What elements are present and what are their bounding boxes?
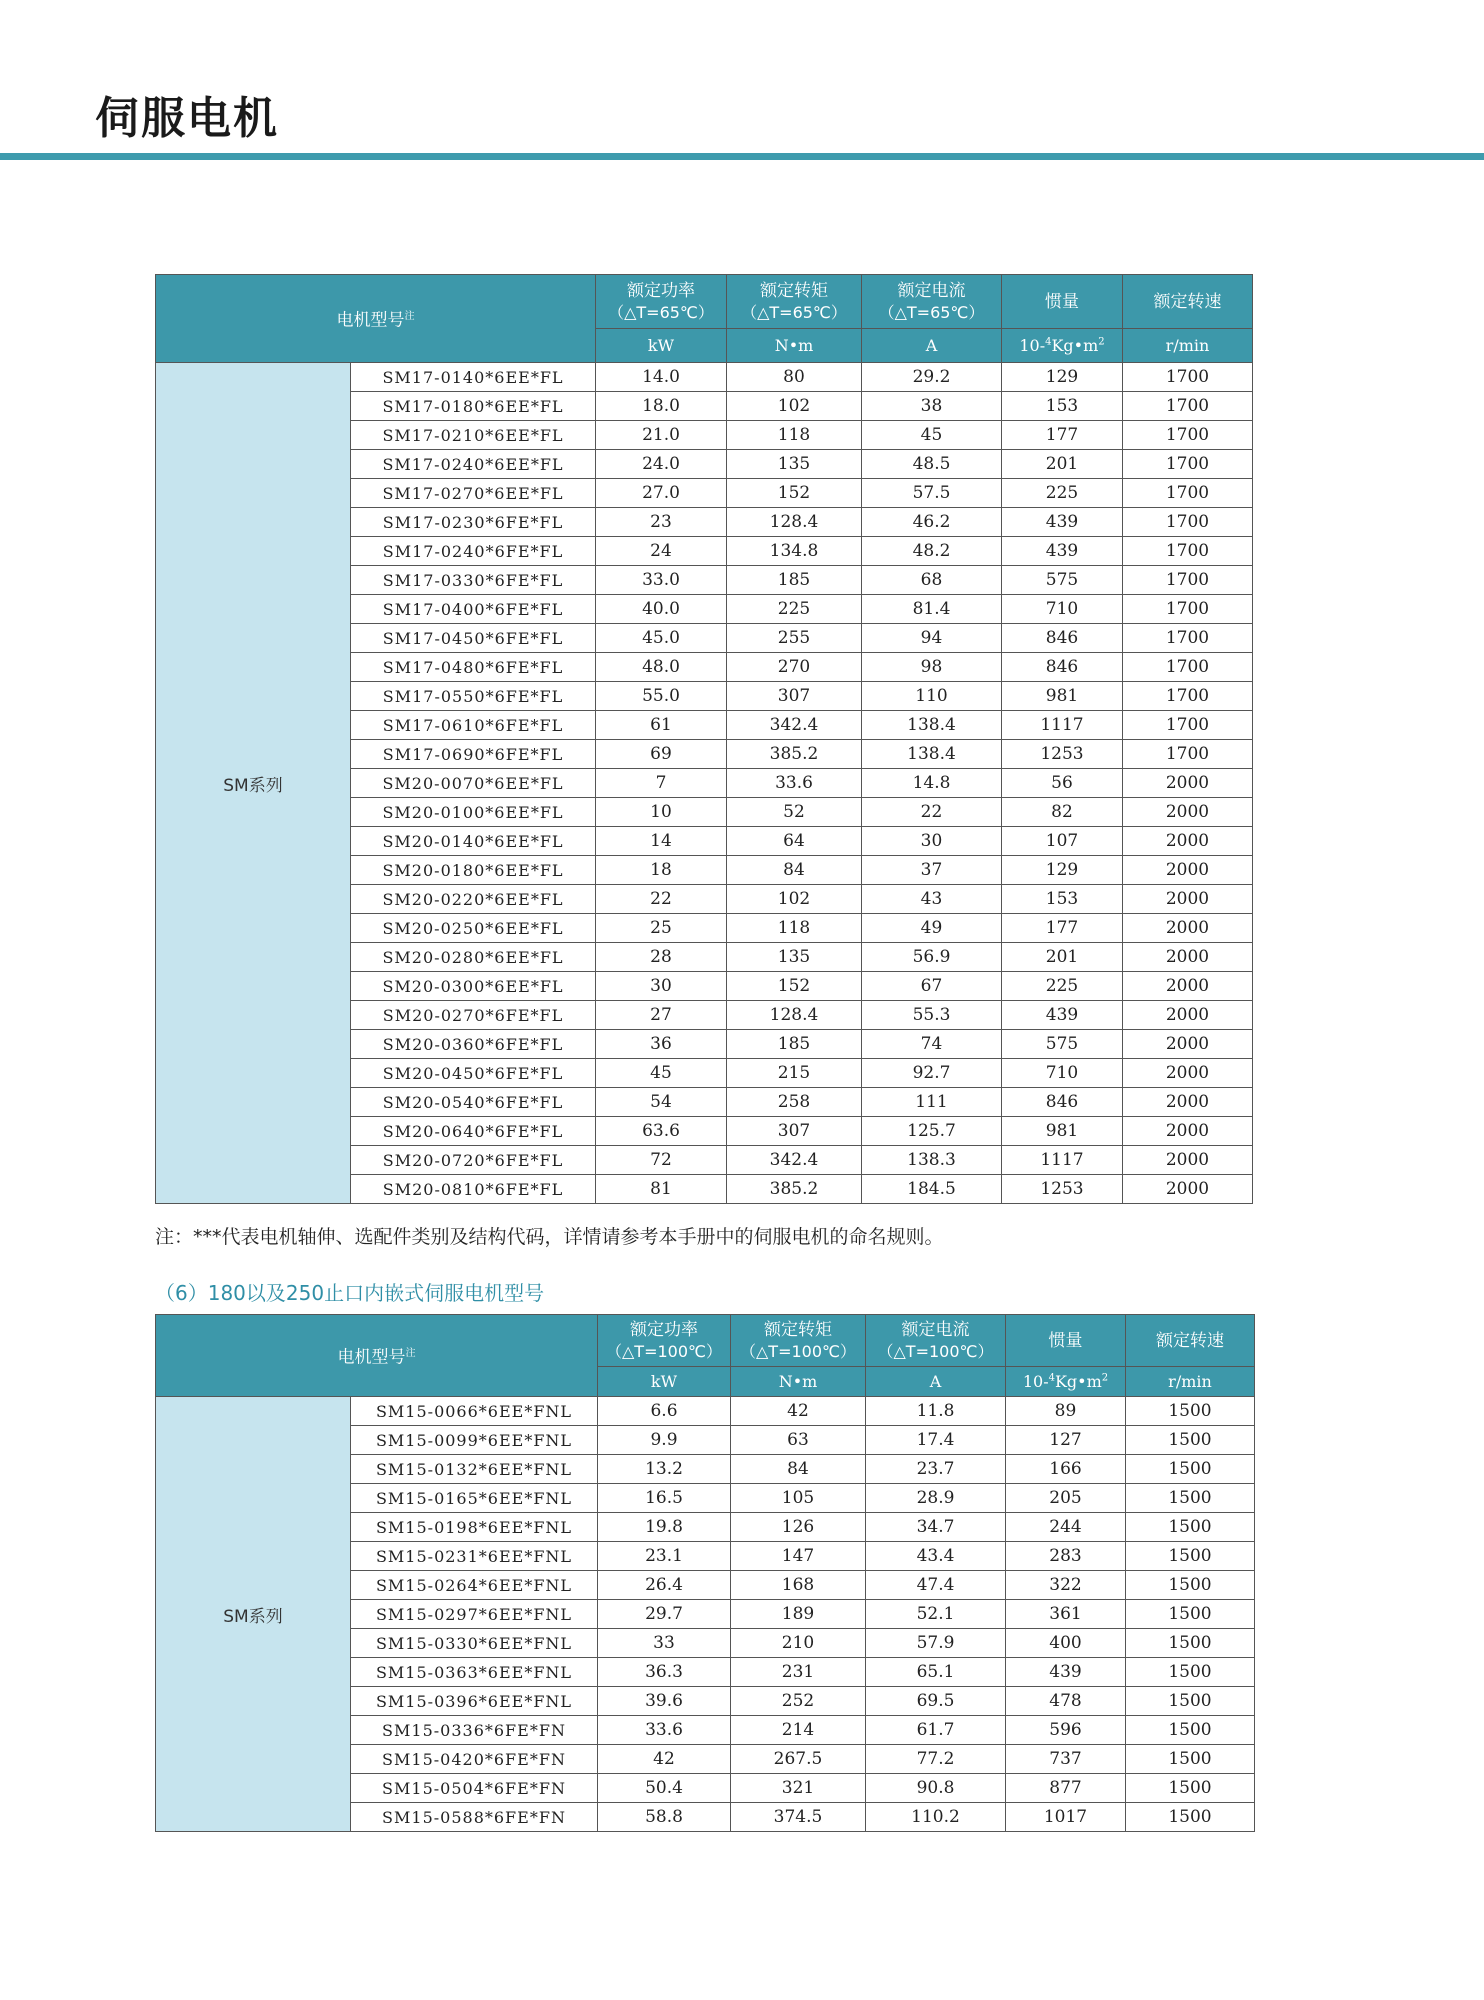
rated-speed-cell: 1700	[1123, 537, 1253, 566]
rated-speed-cell: 1500	[1126, 1600, 1255, 1629]
inertia-cell: 225	[1002, 972, 1123, 1001]
model-cell: SM15-0165*6EE*FNL	[351, 1484, 598, 1513]
unit-current: A	[866, 1367, 1006, 1397]
rated-power-cell: 40.0	[596, 595, 727, 624]
model-cell: SM17-0210*6EE*FL	[351, 421, 596, 450]
rated-current-cell: 74	[862, 1030, 1002, 1059]
rated-current-cell: 67	[862, 972, 1002, 1001]
rated-torque-cell: 231	[731, 1658, 866, 1687]
rated-power-cell: 39.6	[598, 1687, 731, 1716]
model-cell: SM17-0140*6EE*FL	[351, 363, 596, 392]
rated-power-cell: 42	[598, 1745, 731, 1774]
rated-speed-cell: 1700	[1123, 363, 1253, 392]
model-cell: SM20-0300*6EE*FL	[351, 972, 596, 1001]
rated-power-cell: 22	[596, 885, 727, 914]
rated-torque-cell: 105	[731, 1484, 866, 1513]
rated-current-cell: 77.2	[866, 1745, 1006, 1774]
rated-power-cell: 24	[596, 537, 727, 566]
inertia-cell: 166	[1006, 1455, 1126, 1484]
model-cell: SM20-0450*6FE*FL	[351, 1059, 596, 1088]
rated-power-cell: 81	[596, 1175, 727, 1204]
inertia-cell: 575	[1002, 566, 1123, 595]
inertia-cell: 244	[1006, 1513, 1126, 1542]
rated-current-cell: 90.8	[866, 1774, 1006, 1803]
rated-torque-cell: 64	[727, 827, 862, 856]
model-cell: SM20-0360*6FE*FL	[351, 1030, 596, 1059]
rated-current-cell: 57.5	[862, 479, 1002, 508]
rated-current-cell: 43	[862, 885, 1002, 914]
table-row	[156, 1397, 1255, 1426]
inertia-cell: 56	[1002, 769, 1123, 798]
rated-torque-cell: 321	[731, 1774, 866, 1803]
rated-power-cell: 24.0	[596, 450, 727, 479]
model-cell: SM20-0540*6FE*FL	[351, 1088, 596, 1117]
rated-power-cell: 45.0	[596, 624, 727, 653]
model-cell: SM15-0588*6FE*FN	[351, 1803, 598, 1832]
inertia-cell: 127	[1006, 1426, 1126, 1455]
inertia-cell: 1117	[1002, 1146, 1123, 1175]
inertia-cell: 225	[1002, 479, 1123, 508]
inertia-cell: 129	[1002, 856, 1123, 885]
model-cell: SM20-0220*6EE*FL	[351, 885, 596, 914]
rated-current-cell: 22	[862, 798, 1002, 827]
rated-power-cell: 21.0	[596, 421, 727, 450]
rated-speed-cell: 1700	[1123, 740, 1253, 769]
rated-torque-cell: 128.4	[727, 1001, 862, 1030]
rated-current-cell: 56.9	[862, 943, 1002, 972]
rated-speed-cell: 1700	[1123, 479, 1253, 508]
rated-speed-cell: 1700	[1123, 711, 1253, 740]
rated-current-cell: 23.7	[866, 1455, 1006, 1484]
rated-current-cell: 30	[862, 827, 1002, 856]
motor-spec-table-1	[155, 274, 1253, 1204]
model-cell: SM17-0240*6EE*FL	[351, 450, 596, 479]
rated-current-cell: 68	[862, 566, 1002, 595]
model-cell: SM15-0504*6FE*FN	[351, 1774, 598, 1803]
rated-speed-cell: 1700	[1123, 682, 1253, 711]
series-cell: SM系列	[156, 1397, 351, 1832]
inertia-cell: 478	[1006, 1687, 1126, 1716]
rated-current-header: 额定电流 （△T=65℃）	[862, 275, 1002, 329]
rated-speed-cell: 2000	[1123, 943, 1253, 972]
rated-torque-cell: 102	[727, 885, 862, 914]
rated-current-cell: 138.3	[862, 1146, 1002, 1175]
model-cell: SM17-0550*6FE*FL	[351, 682, 596, 711]
rated-torque-cell: 118	[727, 914, 862, 943]
rated-current-cell: 52.1	[866, 1600, 1006, 1629]
rated-speed-cell: 1700	[1123, 508, 1253, 537]
model-cell: SM20-0720*6FE*FL	[351, 1146, 596, 1175]
rated-power-cell: 18.0	[596, 392, 727, 421]
rated-speed-cell: 2000	[1123, 1117, 1253, 1146]
rated-torque-cell: 189	[731, 1600, 866, 1629]
rated-torque-cell: 342.4	[727, 711, 862, 740]
model-cell: SM15-0066*6EE*FNL	[351, 1397, 598, 1426]
inertia-cell: 283	[1006, 1542, 1126, 1571]
rated-power-cell: 54	[596, 1088, 727, 1117]
unit-inertia: $10-^4Kg•m^2$	[1002, 329, 1123, 363]
rated-torque-cell: 126	[731, 1513, 866, 1542]
inertia-cell: 322	[1006, 1571, 1126, 1600]
rated-power-cell: 23.1	[598, 1542, 731, 1571]
inertia-cell: 710	[1002, 595, 1123, 624]
unit-current: A	[862, 329, 1002, 363]
rated-torque-cell: 255	[727, 624, 862, 653]
inertia-cell: 177	[1002, 421, 1123, 450]
model-cell: SM17-0450*6FE*FL	[351, 624, 596, 653]
rated-torque-cell: 84	[731, 1455, 866, 1484]
rated-power-cell: 6.6	[598, 1397, 731, 1426]
rated-power-cell: 61	[596, 711, 727, 740]
rated-current-header: 额定电流 （△T=100℃）	[866, 1315, 1006, 1367]
rated-power-cell: 55.0	[596, 682, 727, 711]
unit-inertia: $10-^4Kg•m^2$	[1006, 1367, 1126, 1397]
rated-current-cell: 111	[862, 1088, 1002, 1117]
rated-speed-cell: 1500	[1126, 1426, 1255, 1455]
rated-power-cell: 10	[596, 798, 727, 827]
rated-power-cell: 28	[596, 943, 727, 972]
rated-current-cell: 11.8	[866, 1397, 1006, 1426]
rated-torque-cell: 33.6	[727, 769, 862, 798]
model-cell: SM15-0132*6EE*FNL	[351, 1455, 598, 1484]
rated-speed-cell: 1500	[1126, 1803, 1255, 1832]
rated-current-cell: 14.8	[862, 769, 1002, 798]
rated-power-cell: 45	[596, 1059, 727, 1088]
inertia-cell: 710	[1002, 1059, 1123, 1088]
rated-torque-cell: 152	[727, 479, 862, 508]
rated-current-cell: 110.2	[866, 1803, 1006, 1832]
rated-current-cell: 34.7	[866, 1513, 1006, 1542]
inertia-cell: 1253	[1002, 740, 1123, 769]
model-column-header: 电机型号$^注$	[156, 275, 596, 363]
model-cell: SM17-0240*6FE*FL	[351, 537, 596, 566]
rated-current-cell: 81.4	[862, 595, 1002, 624]
rated-current-cell: 125.7	[862, 1117, 1002, 1146]
rated-power-cell: 26.4	[598, 1571, 731, 1600]
rated-torque-cell: 385.2	[727, 1175, 862, 1204]
model-cell: SM17-0180*6EE*FL	[351, 392, 596, 421]
inertia-cell: 153	[1002, 885, 1123, 914]
inertia-cell: 846	[1002, 653, 1123, 682]
inertia-cell: 737	[1006, 1745, 1126, 1774]
rated-power-cell: 33.6	[598, 1716, 731, 1745]
rated-current-cell: 17.4	[866, 1426, 1006, 1455]
unit-torque: N•m	[727, 329, 862, 363]
rated-power-cell: 7	[596, 769, 727, 798]
rated-power-cell: 14	[596, 827, 727, 856]
inertia-cell: 82	[1002, 798, 1123, 827]
inertia-cell: 400	[1006, 1629, 1126, 1658]
rated-speed-cell: 2000	[1123, 769, 1253, 798]
rated-speed-cell: 1500	[1126, 1542, 1255, 1571]
inertia-cell: 205	[1006, 1484, 1126, 1513]
inertia-cell: 201	[1002, 943, 1123, 972]
rated-torque-cell: 80	[727, 363, 862, 392]
rated-torque-cell: 84	[727, 856, 862, 885]
model-cell: SM17-0230*6FE*FL	[351, 508, 596, 537]
rated-speed-cell: 1500	[1126, 1484, 1255, 1513]
footnote: 注：***代表电机轴伸、选配件类别及结构代码，详情请参考本手册中的伺服电机的命名规则。	[155, 1226, 944, 1248]
rated-power-cell: 33	[598, 1629, 731, 1658]
rated-current-cell: 37	[862, 856, 1002, 885]
rated-torque-cell: 185	[727, 566, 862, 595]
rated-torque-cell: 307	[727, 1117, 862, 1146]
rated-speed-cell: 2000	[1123, 1088, 1253, 1117]
rated-current-cell: 94	[862, 624, 1002, 653]
rated-speed-cell: 1700	[1123, 595, 1253, 624]
model-cell: SM17-0330*6FE*FL	[351, 566, 596, 595]
rated-power-cell: 30	[596, 972, 727, 1001]
rated-power-cell: 29.7	[598, 1600, 731, 1629]
unit-torque: N•m	[731, 1367, 866, 1397]
rated-torque-cell: 52	[727, 798, 862, 827]
rated-torque-cell: 342.4	[727, 1146, 862, 1175]
inertia-cell: 439	[1002, 537, 1123, 566]
inertia-cell: 596	[1006, 1716, 1126, 1745]
rated-power-cell: 27.0	[596, 479, 727, 508]
rated-power-cell: 58.8	[598, 1803, 731, 1832]
inertia-cell: 981	[1002, 682, 1123, 711]
rated-power-cell: 27	[596, 1001, 727, 1030]
inertia-cell: 439	[1006, 1658, 1126, 1687]
model-cell: SM20-0280*6EE*FL	[351, 943, 596, 972]
rated-speed-cell: 2000	[1123, 1001, 1253, 1030]
rated-current-cell: 38	[862, 392, 1002, 421]
model-cell: SM20-0180*6EE*FL	[351, 856, 596, 885]
rated-torque-cell: 118	[727, 421, 862, 450]
rated-power-cell: 50.4	[598, 1774, 731, 1803]
rated-torque-cell: 42	[731, 1397, 866, 1426]
rated-current-cell: 45	[862, 421, 1002, 450]
rated-current-cell: 43.4	[866, 1542, 1006, 1571]
rated-speed-cell: 2000	[1123, 1030, 1253, 1059]
rated-current-cell: 69.5	[866, 1687, 1006, 1716]
rated-speed-cell: 2000	[1123, 798, 1253, 827]
rated-speed-cell: 1700	[1123, 450, 1253, 479]
rated-current-cell: 92.7	[862, 1059, 1002, 1088]
inertia-cell: 1253	[1002, 1175, 1123, 1204]
rated-speed-cell: 2000	[1123, 856, 1253, 885]
rated-torque-cell: 215	[727, 1059, 862, 1088]
rated-power-cell: 48.0	[596, 653, 727, 682]
rated-current-cell: 47.4	[866, 1571, 1006, 1600]
rated-speed-cell: 2000	[1123, 972, 1253, 1001]
model-cell: SM15-0297*6EE*FNL	[351, 1600, 598, 1629]
model-cell: SM17-0480*6FE*FL	[351, 653, 596, 682]
rated-speed-cell: 1500	[1126, 1745, 1255, 1774]
rated-speed-cell: 2000	[1123, 1146, 1253, 1175]
rated-speed-cell: 1500	[1126, 1658, 1255, 1687]
rated-torque-cell: 258	[727, 1088, 862, 1117]
rated-speed-cell: 1700	[1123, 566, 1253, 595]
model-cell: SM20-0250*6EE*FL	[351, 914, 596, 943]
model-cell: SM17-0610*6FE*FL	[351, 711, 596, 740]
rated-torque-cell: 135	[727, 943, 862, 972]
rated-torque-header: 额定转矩 （△T=65℃）	[727, 275, 862, 329]
inertia-cell: 1017	[1006, 1803, 1126, 1832]
rated-torque-cell: 307	[727, 682, 862, 711]
rated-speed-cell: 2000	[1123, 885, 1253, 914]
inertia-cell: 1117	[1002, 711, 1123, 740]
rated-power-cell: 36.3	[598, 1658, 731, 1687]
inertia-cell: 846	[1002, 624, 1123, 653]
rated-power-cell: 16.5	[598, 1484, 731, 1513]
rated-torque-cell: 152	[727, 972, 862, 1001]
rated-power-cell: 36	[596, 1030, 727, 1059]
model-cell: SM15-0231*6EE*FNL	[351, 1542, 598, 1571]
rated-speed-cell: 1700	[1123, 624, 1253, 653]
inertia-cell: 846	[1002, 1088, 1123, 1117]
rated-torque-cell: 270	[727, 653, 862, 682]
rated-current-cell: 46.2	[862, 508, 1002, 537]
series-cell: SM系列	[156, 363, 351, 1204]
unit-speed: r/min	[1126, 1367, 1255, 1397]
rated-current-cell: 138.4	[862, 711, 1002, 740]
rated-speed-cell: 1500	[1126, 1571, 1255, 1600]
rated-current-cell: 48.2	[862, 537, 1002, 566]
rated-speed-cell: 2000	[1123, 914, 1253, 943]
rated-torque-cell: 185	[727, 1030, 862, 1059]
rated-power-cell: 25	[596, 914, 727, 943]
motor-spec-table-2	[155, 1314, 1255, 1832]
model-cell: SM17-0690*6FE*FL	[351, 740, 596, 769]
rated-power-cell: 69	[596, 740, 727, 769]
rated-power-header: 额定功率 （△T=100℃）	[598, 1315, 731, 1367]
model-cell: SM20-0100*6EE*FL	[351, 798, 596, 827]
rated-torque-cell: 267.5	[731, 1745, 866, 1774]
rated-current-cell: 138.4	[862, 740, 1002, 769]
inertia-header: 惯量	[1002, 275, 1123, 329]
model-cell: SM17-0400*6FE*FL	[351, 595, 596, 624]
model-cell: SM20-0270*6FE*FL	[351, 1001, 596, 1030]
model-column-header: 电机型号$^注$	[156, 1315, 598, 1397]
rated-power-cell: 13.2	[598, 1455, 731, 1484]
rated-torque-cell: 385.2	[727, 740, 862, 769]
rated-torque-cell: 102	[727, 392, 862, 421]
rated-speed-cell: 1500	[1126, 1513, 1255, 1542]
rated-power-cell: 18	[596, 856, 727, 885]
inertia-cell: 201	[1002, 450, 1123, 479]
rated-current-cell: 48.5	[862, 450, 1002, 479]
rated-speed-header: 额定转速	[1123, 275, 1253, 329]
model-cell: SM15-0330*6EE*FNL	[351, 1629, 598, 1658]
model-cell: SM20-0810*6FE*FL	[351, 1175, 596, 1204]
inertia-header: 惯量	[1006, 1315, 1126, 1367]
rated-speed-cell: 1700	[1123, 653, 1253, 682]
rated-current-cell: 28.9	[866, 1484, 1006, 1513]
rated-speed-cell: 1500	[1126, 1397, 1255, 1426]
rated-torque-cell: 134.8	[727, 537, 862, 566]
rated-power-cell: 9.9	[598, 1426, 731, 1455]
rated-speed-cell: 1700	[1123, 392, 1253, 421]
rated-current-cell: 110	[862, 682, 1002, 711]
rated-torque-cell: 225	[727, 595, 862, 624]
rated-speed-cell: 1500	[1126, 1455, 1255, 1484]
inertia-cell: 877	[1006, 1774, 1126, 1803]
section-heading: （6）180以及250止口内嵌式伺服电机型号	[155, 1281, 545, 1305]
model-cell: SM20-0140*6EE*FL	[351, 827, 596, 856]
rated-speed-cell: 1500	[1126, 1629, 1255, 1658]
rated-current-cell: 57.9	[866, 1629, 1006, 1658]
rated-torque-cell: 214	[731, 1716, 866, 1745]
rated-speed-cell: 2000	[1123, 827, 1253, 856]
rated-torque-cell: 135	[727, 450, 862, 479]
rated-speed-cell: 1500	[1126, 1774, 1255, 1803]
unit-power: kW	[598, 1367, 731, 1397]
rated-current-cell: 98	[862, 653, 1002, 682]
inertia-cell: 361	[1006, 1600, 1126, 1629]
rated-torque-cell: 168	[731, 1571, 866, 1600]
rated-speed-cell: 1500	[1126, 1716, 1255, 1745]
rated-torque-cell: 374.5	[731, 1803, 866, 1832]
rated-current-cell: 49	[862, 914, 1002, 943]
model-cell: SM15-0099*6EE*FNL	[351, 1426, 598, 1455]
model-cell: SM17-0270*6EE*FL	[351, 479, 596, 508]
rated-power-cell: 33.0	[596, 566, 727, 595]
rated-power-cell: 63.6	[596, 1117, 727, 1146]
rated-current-cell: 29.2	[862, 363, 1002, 392]
unit-speed: r/min	[1123, 329, 1253, 363]
rated-torque-cell: 63	[731, 1426, 866, 1455]
title-divider	[0, 153, 1484, 160]
model-cell: SM15-0264*6EE*FNL	[351, 1571, 598, 1600]
rated-speed-cell: 2000	[1123, 1059, 1253, 1088]
rated-torque-cell: 128.4	[727, 508, 862, 537]
inertia-cell: 129	[1002, 363, 1123, 392]
rated-torque-header: 额定转矩 （△T=100℃）	[731, 1315, 866, 1367]
model-cell: SM15-0396*6EE*FNL	[351, 1687, 598, 1716]
rated-torque-cell: 252	[731, 1687, 866, 1716]
rated-power-cell: 72	[596, 1146, 727, 1175]
rated-current-cell: 55.3	[862, 1001, 1002, 1030]
model-cell: SM20-0640*6FE*FL	[351, 1117, 596, 1146]
inertia-cell: 575	[1002, 1030, 1123, 1059]
rated-current-cell: 65.1	[866, 1658, 1006, 1687]
model-cell: SM15-0198*6EE*FNL	[351, 1513, 598, 1542]
model-cell: SM15-0420*6FE*FN	[351, 1745, 598, 1774]
unit-power: kW	[596, 329, 727, 363]
rated-speed-cell: 2000	[1123, 1175, 1253, 1204]
model-cell: SM15-0336*6FE*FN	[351, 1716, 598, 1745]
page-title: 伺服电机	[95, 93, 279, 144]
rated-power-cell: 23	[596, 508, 727, 537]
rated-current-cell: 61.7	[866, 1716, 1006, 1745]
model-cell: SM15-0363*6EE*FNL	[351, 1658, 598, 1687]
table-row	[156, 363, 1253, 392]
rated-speed-cell: 1500	[1126, 1687, 1255, 1716]
rated-torque-cell: 147	[731, 1542, 866, 1571]
rated-current-cell: 184.5	[862, 1175, 1002, 1204]
rated-power-cell: 14.0	[596, 363, 727, 392]
rated-speed-header: 额定转速	[1126, 1315, 1255, 1367]
inertia-cell: 107	[1002, 827, 1123, 856]
rated-power-header: 额定功率 （△T=65℃）	[596, 275, 727, 329]
rated-speed-cell: 1700	[1123, 421, 1253, 450]
inertia-cell: 439	[1002, 508, 1123, 537]
rated-power-cell: 19.8	[598, 1513, 731, 1542]
inertia-cell: 981	[1002, 1117, 1123, 1146]
model-cell: SM20-0070*6EE*FL	[351, 769, 596, 798]
rated-torque-cell: 210	[731, 1629, 866, 1658]
inertia-cell: 89	[1006, 1397, 1126, 1426]
inertia-cell: 177	[1002, 914, 1123, 943]
inertia-cell: 153	[1002, 392, 1123, 421]
inertia-cell: 439	[1002, 1001, 1123, 1030]
